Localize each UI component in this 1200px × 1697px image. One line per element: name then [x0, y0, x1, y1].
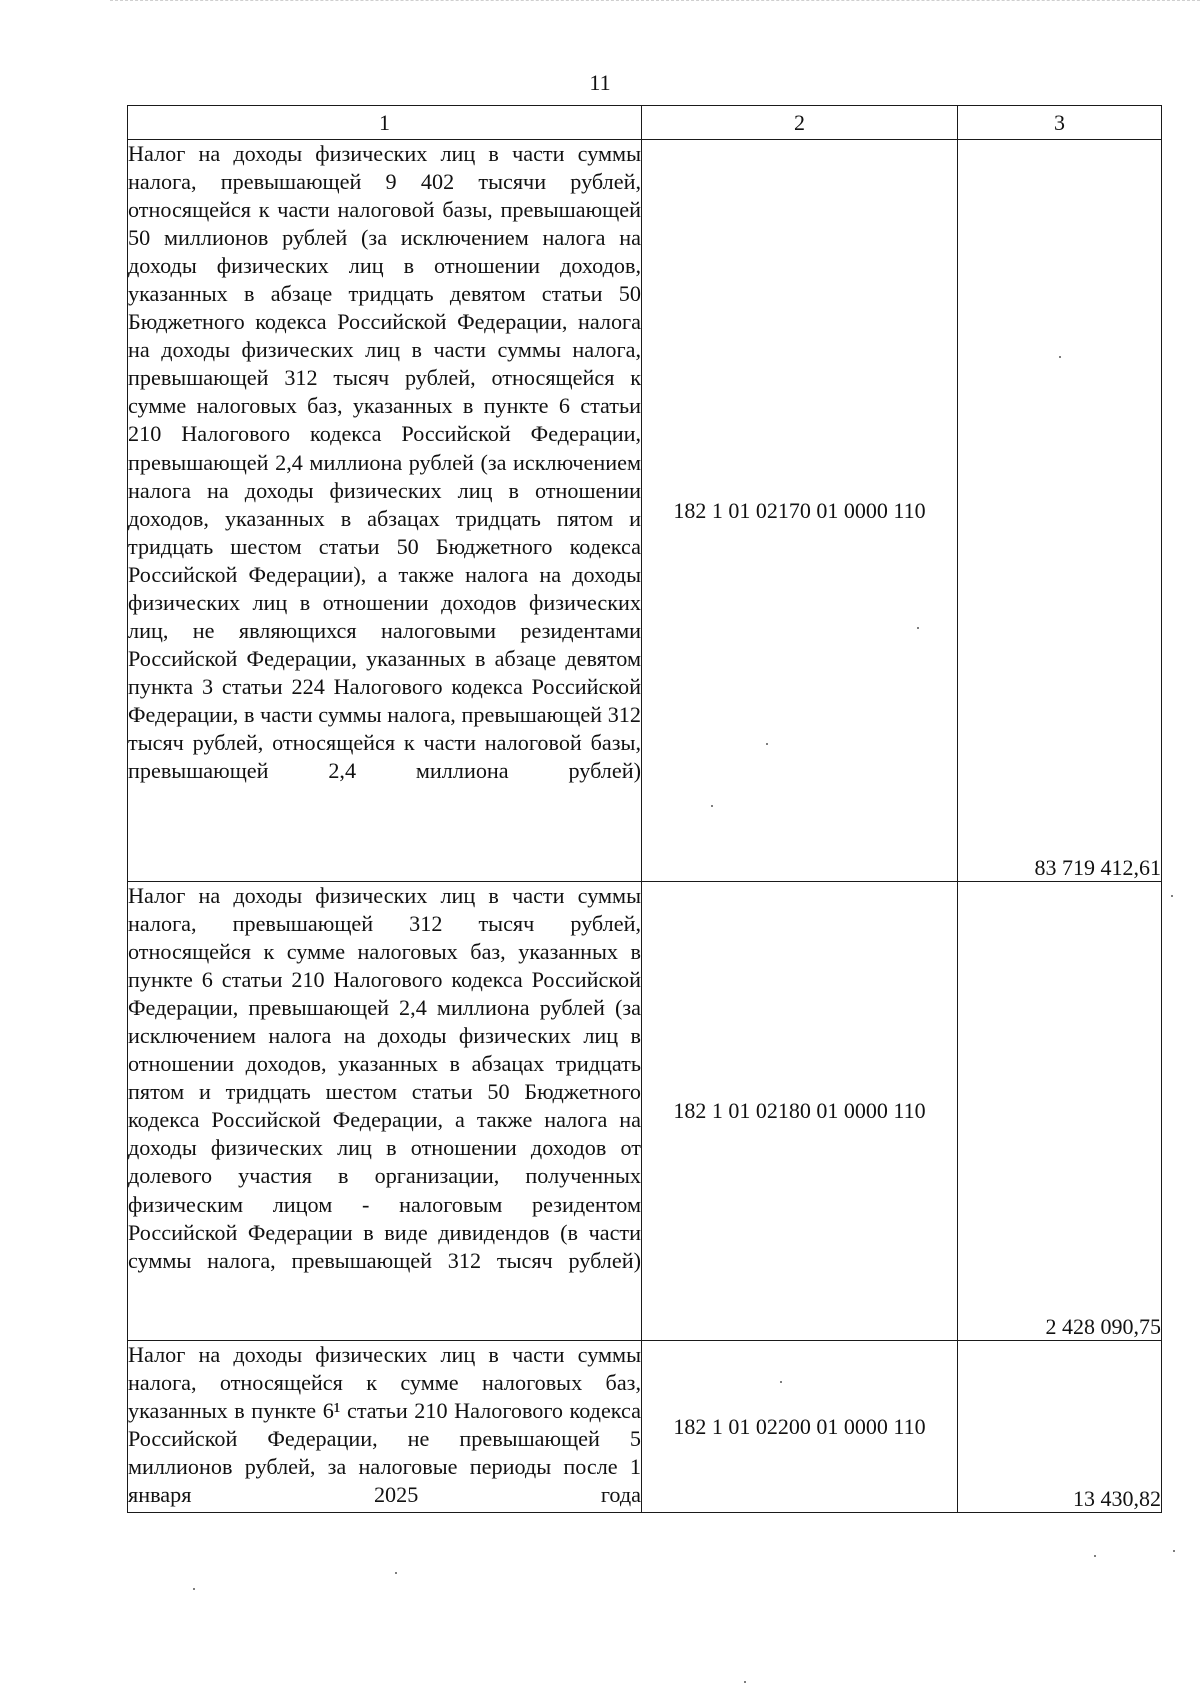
scan-speck	[1173, 1550, 1175, 1552]
scan-speck	[744, 1681, 746, 1683]
row-budget-code: 182 1 01 02200 01 0000 110	[642, 1341, 958, 1513]
page-number: 11	[589, 70, 611, 95]
row-description: Налог на доходы физических лиц в части суммы налога, превышающей 9 402 тысячи рублей, относящейся к части налоговой базы, превышающей 50 миллионов рублей (за исключением налога на доходы физических лиц в отношении доходов, указанных в абзаце тридцать девятом статьи 50 Бюджетного кодекса Российской Федерации, налога на доходы физических лиц в части суммы налога, превышающей 312 тысяч рублей, относящейся к сумме налоговых баз, указанных в пункте 6 статьи 210 Налогового кодекса Российской Федерации, превышающей 2,4 миллиона рублей (за исключением налога на доходы физических лиц в отношении доходов, указанных в абзацах тридцать пятом и тридцать шестом статьи 50 Бюджетного кодекса Российской Федерации), а также налога на доходы физических лиц в отношении доходов физических лиц, не являющихся налоговыми резидентами Российской Федерации, указанных в абзаце девятом пункта 3 статьи 224 Налогового кодекса Российской Федерации, в части суммы налога, превышающей 312 тысяч рублей, относящейся к части налоговой базы, превышающей 2,4 миллиона рублей)	[128, 140, 642, 882]
column-header-1: 1	[128, 106, 642, 140]
table-row	[128, 1341, 1162, 1513]
scan-speck	[766, 743, 768, 745]
row-description: Налог на доходы физических лиц в части суммы налога, относящейся к сумме налоговых баз, указанных в пункте 6¹ статьи 210 Налогового кодекса Российской Федерации, не превышающей 5 миллионов рублей, за налоговые периоды после 1 января 2025 года	[128, 1341, 642, 1513]
scan-speck	[1171, 895, 1173, 897]
scan-top-edge	[110, 0, 1200, 2]
row-amount: 83 719 412,61	[958, 140, 1162, 882]
scan-speck	[711, 805, 713, 807]
scan-speck	[780, 1381, 782, 1383]
row-budget-code: 182 1 01 02180 01 0000 110	[642, 882, 958, 1341]
scan-speck	[1059, 356, 1061, 358]
table-row	[128, 882, 1162, 1341]
row-amount: 2 428 090,75	[958, 882, 1162, 1341]
scan-speck	[1094, 1555, 1096, 1557]
row-budget-code: 182 1 01 02170 01 0000 110	[642, 140, 958, 882]
row-description: Налог на доходы физических лиц в части суммы налога, превышающей 312 тысяч рублей, относящейся к сумме налоговых баз, указанных в пункте 6 статьи 210 Налогового кодекса Российской Федерации, превышающей 2,4 миллиона рублей (за исключением налога на доходы физических лиц в отношении доходов, указанных в абзацах тридцать пятом и тридцать шестом статьи 50 Бюджетного кодекса Российской Федерации, а также налога на доходы физических лиц в отношении доходов от долевого участия в организации, полученных физическим лицом - налоговым резидентом Российской Федерации в виде дивидендов (в части суммы налога, превышающей 312 тысяч рублей)	[128, 882, 642, 1341]
column-header-3: 3	[958, 106, 1162, 140]
column-header-2: 2	[642, 106, 958, 140]
scan-speck	[917, 627, 919, 629]
scan-speck	[193, 1588, 195, 1590]
table-row	[128, 140, 1162, 882]
budget-revenue-table	[127, 105, 1162, 1513]
row-amount: 13 430,82	[958, 1341, 1162, 1513]
table-header-row	[128, 106, 1162, 140]
scan-speck	[395, 1572, 397, 1574]
